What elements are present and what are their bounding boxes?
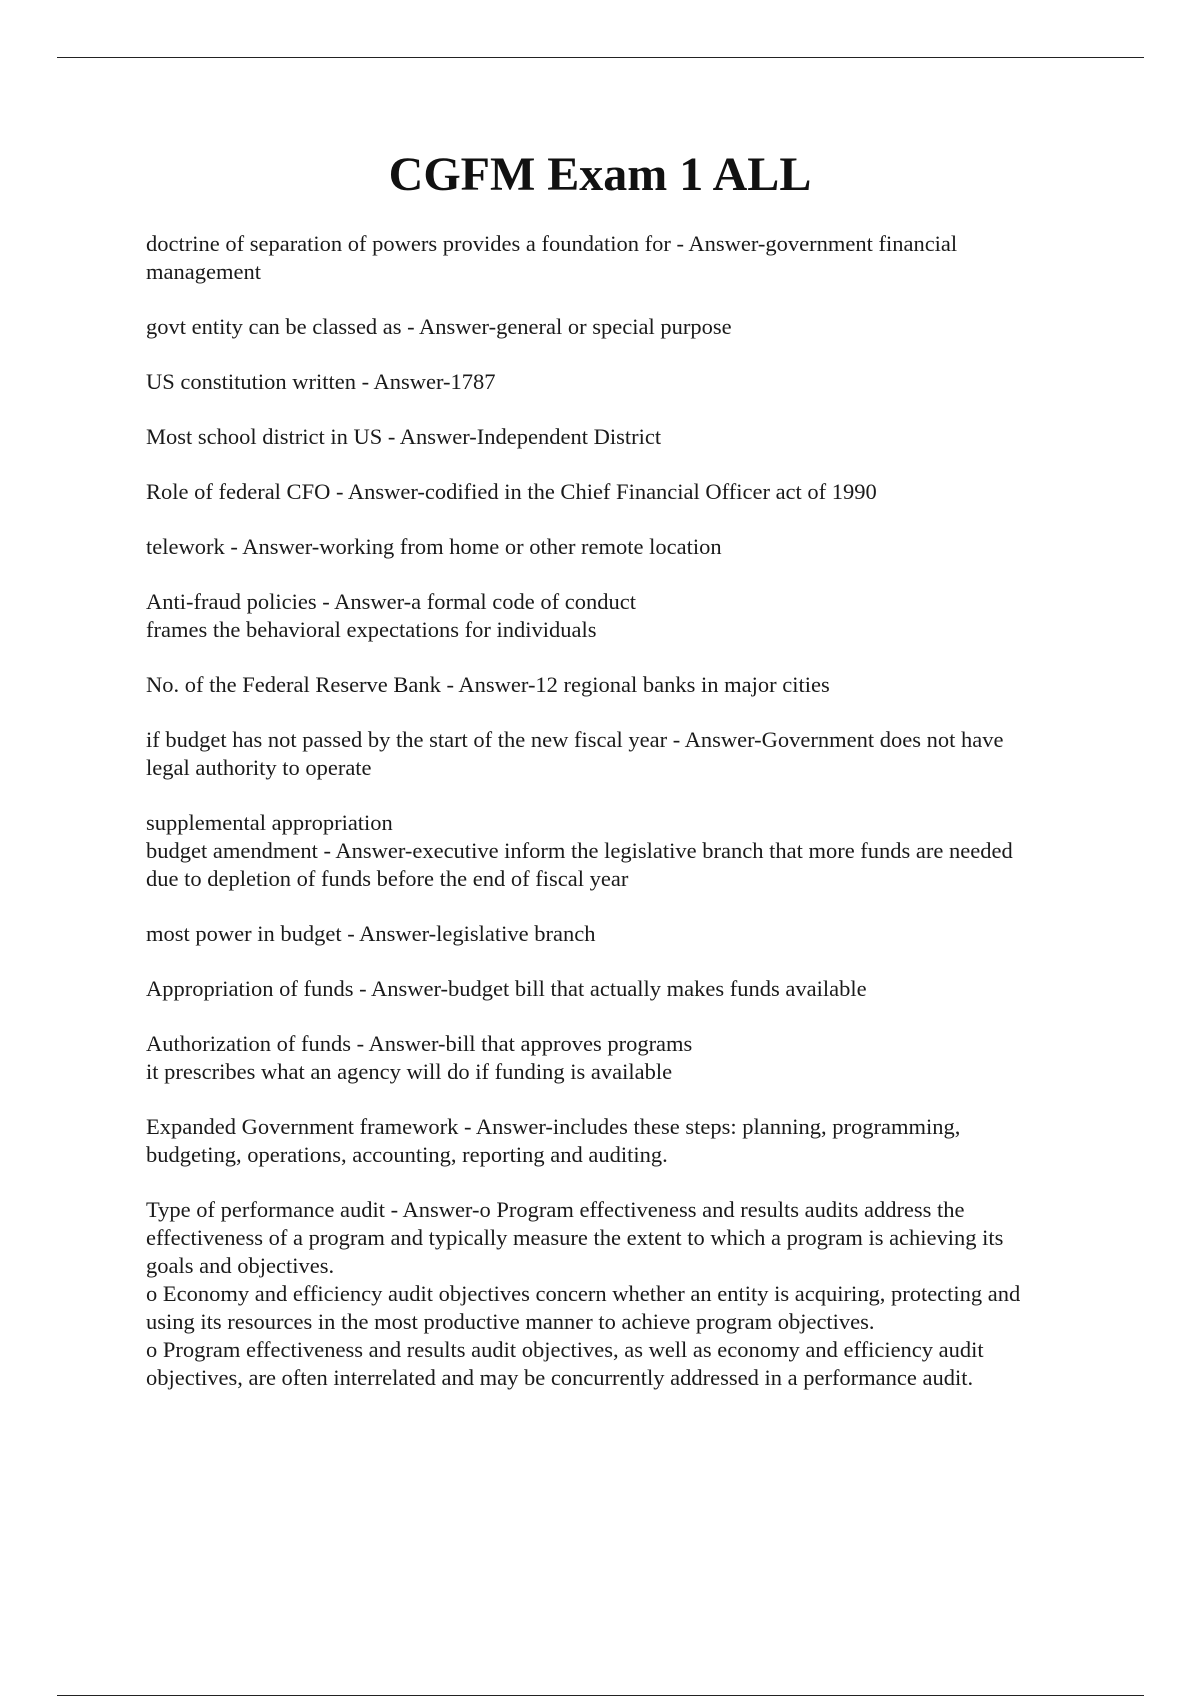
qa-entry-line: using its resources in the most productive manner to achieve program objectives. (146, 1309, 875, 1334)
qa-entry (146, 1030, 1096, 1086)
qa-entry-line: objectives, are often interrelated and may be concurrently addressed in a performance audit. (146, 1365, 974, 1390)
qa-entry (146, 920, 1096, 948)
qa-entry-line: goals and objectives. (146, 1253, 335, 1278)
qa-entry-line: most power in budget - Answer-legislative branch (146, 921, 596, 946)
qa-entry-line: budgeting, operations, accounting, reporting and auditing. (146, 1142, 668, 1167)
qa-entry-line: supplemental appropriation (146, 810, 393, 835)
qa-entry (146, 671, 1096, 699)
qa-entry (146, 230, 1096, 286)
qa-entry-line: Appropriation of funds - Answer-budget bill that actually makes funds available (146, 976, 867, 1001)
qa-entry-line: frames the behavioral expectations for individuals (146, 617, 597, 642)
qa-entry-line: Expanded Government framework - Answer-includes these steps: planning, programming, (146, 1114, 961, 1139)
qa-entry (146, 1113, 1096, 1169)
qa-entry-line: management (146, 259, 261, 284)
qa-entry-line: Anti-fraud policies - Answer-a formal code of conduct (146, 589, 637, 614)
qa-entry-line: o Program effectiveness and results audit objectives, as well as economy and efficiency audit (146, 1337, 984, 1362)
qa-entry (146, 423, 1096, 451)
qa-entry-line: Role of federal CFO - Answer-codified in the Chief Financial Officer act of 1990 (146, 479, 877, 504)
qa-entry-line: US constitution written - Answer-1787 (146, 369, 496, 394)
qa-entry-line: if budget has not passed by the start of the new fiscal year - Answer-Government does not have (146, 727, 1004, 752)
qa-entry-line: telework - Answer-working from home or other remote location (146, 534, 722, 559)
qa-entry-line: o Economy and efficiency audit objectives concern whether an entity is acquiring, protecting and (146, 1281, 1021, 1306)
qa-list (146, 230, 1096, 1419)
qa-entry-line: Most school district in US - Answer-Independent District (146, 424, 662, 449)
qa-entry-line: due to depletion of funds before the end of fiscal year (146, 866, 629, 891)
qa-entry-line: doctrine of separation of powers provides a foundation for - Answer-government financial (146, 231, 958, 256)
page-title: CGFM Exam 1 ALL (388, 148, 812, 201)
qa-entry (146, 809, 1096, 893)
top-rule (57, 57, 1144, 58)
qa-entry-line: govt entity can be classed as - Answer-general or special purpose (146, 314, 732, 339)
qa-entry (146, 533, 1096, 561)
qa-entry-line: Type of performance audit - Answer-o Program effectiveness and results audits address the (146, 1197, 965, 1222)
qa-entry-line: legal authority to operate (146, 755, 372, 780)
qa-entry-line: budget amendment - Answer-executive inform the legislative branch that more funds are needed (146, 838, 1013, 863)
qa-entry (146, 975, 1096, 1003)
qa-entry (146, 313, 1096, 341)
qa-entry (146, 1196, 1096, 1392)
qa-entry (146, 726, 1096, 782)
qa-entry-line: Authorization of funds - Answer-bill that approves programs (146, 1031, 693, 1056)
qa-entry (146, 368, 1096, 396)
bottom-rule (57, 1695, 1144, 1696)
qa-entry-line: effectiveness of a program and typically measure the extent to which a program is achieving its (146, 1225, 1004, 1250)
qa-entry-line: it prescribes what an agency will do if funding is available (146, 1059, 673, 1084)
qa-entry (146, 588, 1096, 644)
qa-entry (146, 478, 1096, 506)
qa-entry-line: No. of the Federal Reserve Bank - Answer-12 regional banks in major cities (146, 672, 830, 697)
